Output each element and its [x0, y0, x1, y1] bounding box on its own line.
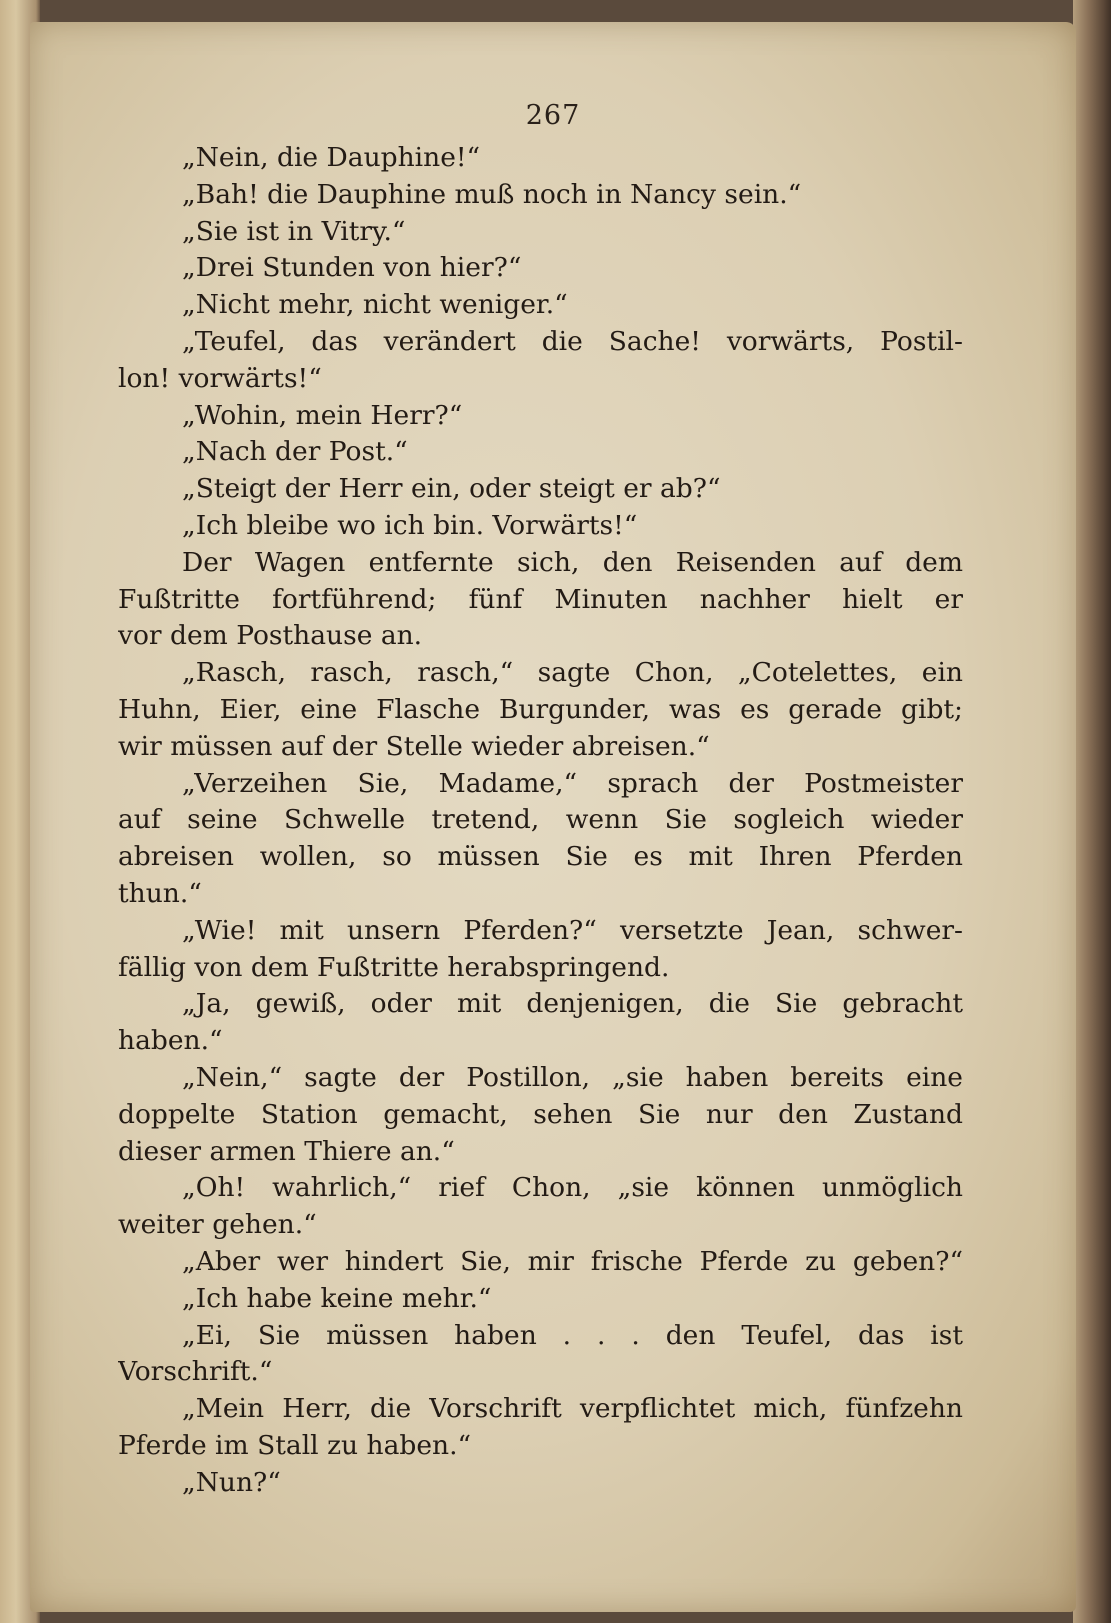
text-line: haben.“ [118, 1025, 223, 1057]
text-line: „Ei, Sie müssen haben . . . den Teufel, das ist [182, 1319, 963, 1351]
page-number: 267 [525, 100, 581, 131]
text-line: „Nun?“ [182, 1466, 281, 1498]
text-line: „Aber wer hindert Sie, mir frische Pferde zu geben?“ [182, 1245, 963, 1277]
text-line: „Wie! mit unsern Pferden?“ versetzte Jean, schwer- [182, 914, 963, 946]
text-line: „Nein, die Dauphine!“ [182, 142, 481, 173]
body-text [118, 140, 963, 1501]
text-line: „Nach der Post.“ [182, 436, 408, 468]
text-line: „Ich habe keine mehr.“ [182, 1282, 492, 1314]
text-line: wir müssen auf der Stelle wieder abreisen.“ [118, 730, 710, 762]
text-line: fällig von dem Fußtritte herabspringend. [118, 951, 670, 983]
text-line: „Wohin, mein Herr?“ [182, 399, 463, 431]
text-line: thun.“ [118, 877, 202, 909]
text-line: „Steigt der Herr ein, oder steigt er ab?“ [182, 473, 721, 505]
book-page [30, 22, 1076, 1612]
text-line: Der Wagen entfernte sich, den Reisenden auf dem [182, 546, 963, 578]
text-line: auf seine Schwelle tretend, wenn Sie sogleich wieder [118, 804, 963, 836]
book-cover-edge [1073, 0, 1111, 1623]
text-line: Huhn, Eier, eine Flasche Burgunder, was es gerade gibt; [118, 693, 963, 725]
text-line: „Teufel, das verändert die Sache! vorwärts, Postil- [182, 325, 963, 357]
text-line: „Ja, gewiß, oder mit denjenigen, die Sie gebracht [182, 988, 963, 1020]
text-line: „Nein,“ sagte der Postillon, „sie haben bereits eine [182, 1061, 963, 1093]
text-line: weiter gehen.“ [118, 1209, 317, 1241]
text-line: abreisen wollen, so müssen Sie es mit Ihren Pferden [118, 841, 963, 873]
text-line: lon! vorwärts!“ [118, 362, 322, 394]
text-line: „Oh! wahrlich,“ rief Chon, „sie können unmöglich [182, 1172, 963, 1204]
text-line: „Nicht mehr, nicht weniger.“ [182, 289, 568, 321]
text-line: „Verzeihen Sie, Madame,“ sprach der Postmeister [182, 767, 963, 799]
text-line: Pferde im Stall zu haben.“ [118, 1429, 472, 1461]
text-line: doppelte Station gemacht, sehen Sie nur den Zustand [118, 1098, 963, 1130]
text-line: „Bah! die Dauphine muß noch in Nancy sein.“ [182, 178, 802, 210]
text-line: „Mein Herr, die Vorschrift verpflichtet mich, fünfzehn [182, 1393, 963, 1425]
text-line: „Rasch, rasch, rasch,“ sagte Chon, „Cotelettes, ein [182, 657, 963, 689]
text-line: „Ich bleibe wo ich bin. Vorwärts!“ [182, 509, 638, 541]
text-line: vor dem Posthause an. [118, 620, 423, 652]
text-line: „Drei Stunden von hier?“ [182, 252, 522, 284]
text-line: „Sie ist in Vitry.“ [182, 215, 406, 247]
text-line: Fußtritte fortführend; fünf Minuten nachher hielt er [118, 583, 963, 615]
text-line: dieser armen Thiere an.“ [118, 1135, 455, 1167]
text-line: Vorschrift.“ [118, 1356, 273, 1388]
